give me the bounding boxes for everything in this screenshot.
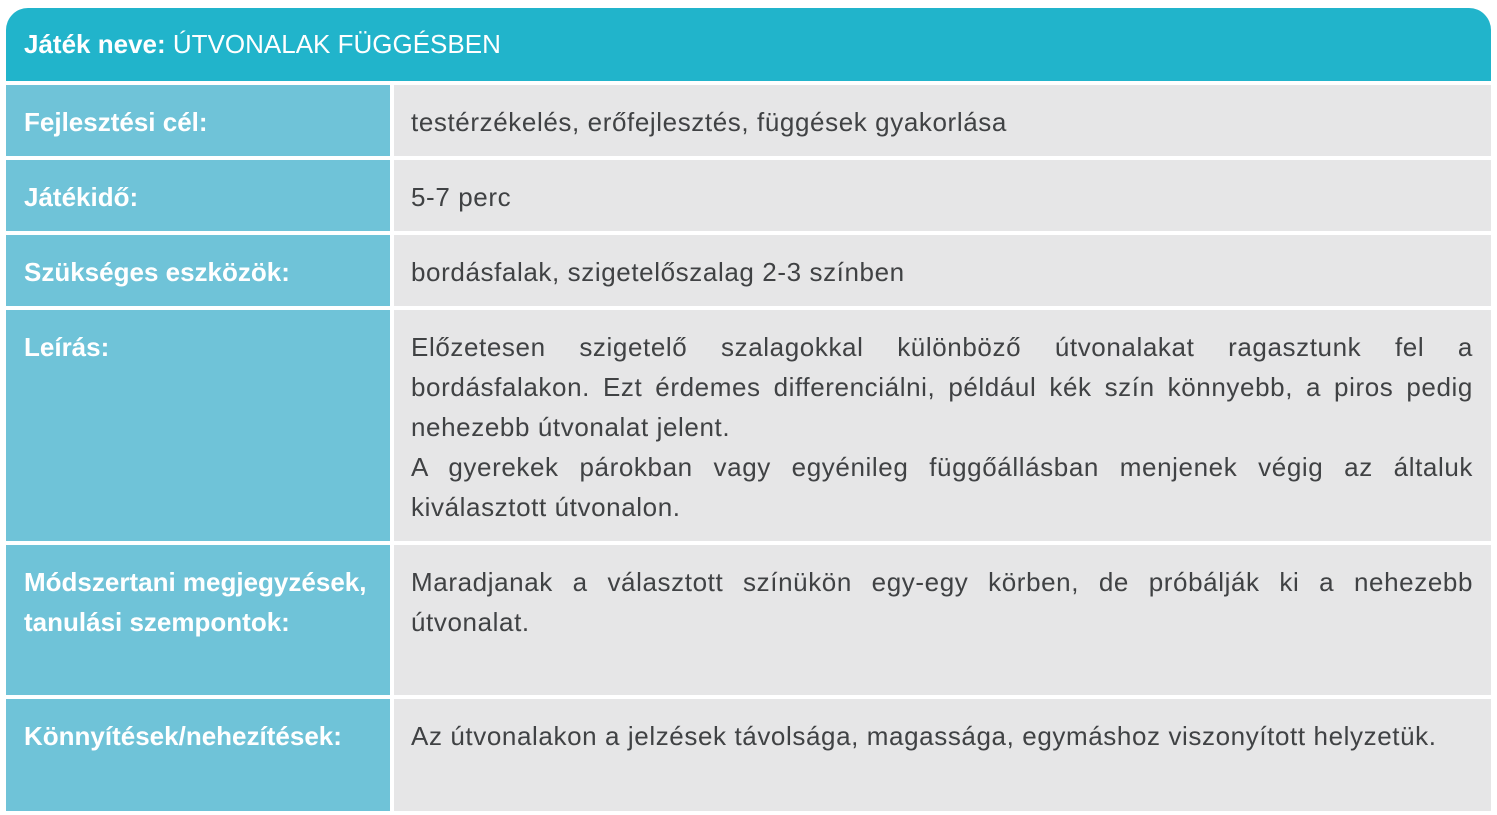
play-time-value	[394, 160, 1491, 231]
methodology-notes-value	[394, 545, 1491, 695]
development-goal-text: testérzékelés, erőfejlesztés, függések gyakorlása	[411, 107, 1007, 137]
row-play-time	[6, 160, 1491, 231]
game-name-value: ÚTVONALAK FÜGGÉSBEN	[172, 29, 501, 59]
play-time-text: 5-7 perc	[411, 182, 512, 212]
game-title-bar	[6, 8, 1491, 81]
methodology-notes-text: Maradjanak a választott színükön egy-egy körben, de próbálják ki a nehezebb útvonalat.	[411, 567, 1473, 637]
description-paragraph: Előzetesen szigetelő szalagokkal különböző útvonalakat ragasztunk fel a bordásfalakon. Ezt érdemes differenciálni, például kék szín könnyebb, a piros pedig nehezebb útvonalat jelent.	[411, 332, 1473, 442]
row-methodology-notes	[6, 545, 1491, 695]
game-name-label: Játék neve:	[24, 29, 166, 59]
required-equipment-value	[394, 235, 1491, 306]
required-equipment-label: Szükséges eszközök:	[6, 235, 390, 306]
row-required-equipment	[6, 235, 1491, 306]
easier-harder-label: Könnyítések/nehezítések:	[6, 699, 390, 811]
required-equipment-text: bordásfalak, szigetelőszalag 2-3 színben	[411, 257, 905, 287]
easier-harder-text: Az útvonalakon a jelzések távolsága, magassága, egymáshoz viszonyított helyzetük.	[411, 721, 1437, 751]
description-label: Leírás:	[6, 310, 390, 541]
play-time-label: Játékidő:	[6, 160, 390, 231]
game-card	[6, 8, 1491, 811]
development-goal-value	[394, 85, 1491, 156]
row-easier-harder	[6, 699, 1491, 811]
easier-harder-value	[394, 699, 1491, 811]
development-goal-label: Fejlesztési cél:	[6, 85, 390, 156]
description-value	[394, 310, 1491, 541]
description-paragraph: A gyerekek párokban vagy egyénileg függőállásban menjenek végig az általuk kiválasztott útvonalon.	[411, 452, 1473, 522]
row-development-goal	[6, 85, 1491, 156]
row-description	[6, 310, 1491, 541]
methodology-notes-label: Módszertani megjegyzések, tanulási szempontok:	[6, 545, 390, 695]
